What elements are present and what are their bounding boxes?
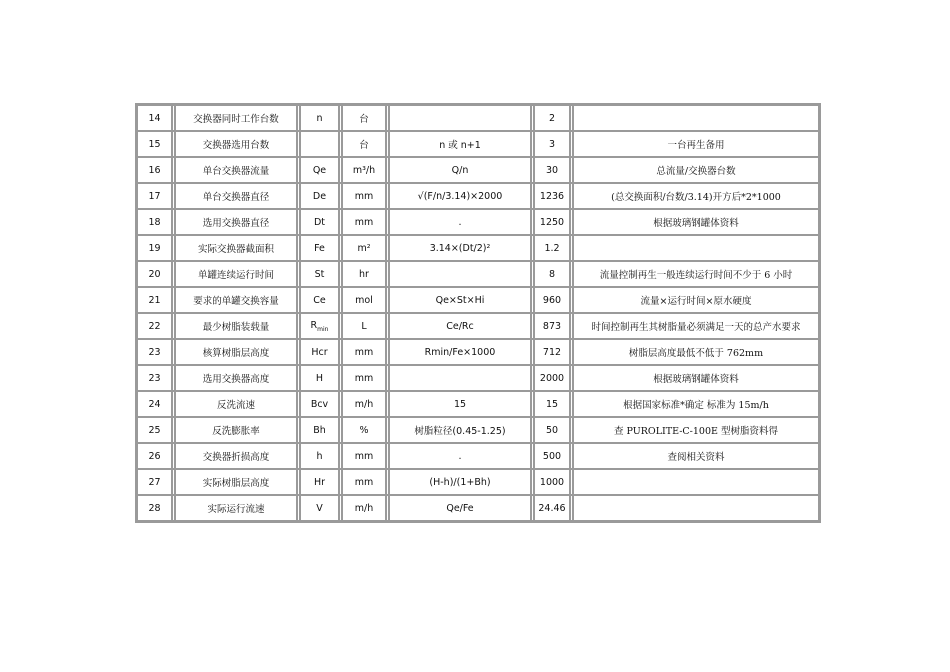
table-row	[137, 235, 819, 261]
symbol-cell: Hcr	[300, 339, 339, 365]
table-row	[137, 157, 819, 183]
row-number-cell: 16	[137, 157, 172, 183]
value-cell: 500	[534, 443, 570, 469]
row-number-cell: 20	[137, 261, 172, 287]
table-row	[137, 495, 819, 521]
symbol-cell: Qe	[300, 157, 339, 183]
item-name-cell: 实际树脂层高度	[175, 469, 297, 495]
unit-cell: mm	[342, 209, 386, 235]
value-cell: 2	[534, 105, 570, 131]
formula-cell: .	[389, 209, 531, 235]
unit-cell: m²	[342, 235, 386, 261]
value-cell: 1236	[534, 183, 570, 209]
symbol-cell: Fe	[300, 235, 339, 261]
note-cell: 总流量/交换器台数	[573, 157, 819, 183]
formula-cell: Q/n	[389, 157, 531, 183]
table-row	[137, 131, 819, 157]
note-cell: 流量×运行时间×原水硬度	[573, 287, 819, 313]
unit-cell: mm	[342, 365, 386, 391]
unit-cell: mm	[342, 443, 386, 469]
symbol-cell: Ce	[300, 287, 339, 313]
table-row	[137, 261, 819, 287]
unit-cell: hr	[342, 261, 386, 287]
item-name-cell: 选用交换器高度	[175, 365, 297, 391]
row-number-cell: 15	[137, 131, 172, 157]
symbol-cell: Dt	[300, 209, 339, 235]
note-cell: 根据玻璃钢罐体资料	[573, 365, 819, 391]
table-row	[137, 287, 819, 313]
row-number-cell: 28	[137, 495, 172, 521]
symbol-cell: Bcv	[300, 391, 339, 417]
item-name-cell: 核算树脂层高度	[175, 339, 297, 365]
row-number-cell: 26	[137, 443, 172, 469]
row-number-cell: 23	[137, 339, 172, 365]
calculation-table	[135, 103, 821, 523]
unit-cell: 台	[342, 105, 386, 131]
value-cell: 960	[534, 287, 570, 313]
formula-cell: Ce/Rc	[389, 313, 531, 339]
formula-cell: 15	[389, 391, 531, 417]
formula-cell: √(F/n/3.14)×2000	[389, 183, 531, 209]
note-cell: (总交换面积/台数/3.14)开方后*2*1000	[573, 183, 819, 209]
row-number-cell: 22	[137, 313, 172, 339]
item-name-cell: 单罐连续运行时间	[175, 261, 297, 287]
note-cell: 流量控制再生一般连续运行时间不少于 6 小时	[573, 261, 819, 287]
row-number-cell: 18	[137, 209, 172, 235]
formula-cell	[389, 261, 531, 287]
symbol-text: R	[310, 319, 318, 331]
item-name-cell: 单台交换器直径	[175, 183, 297, 209]
value-cell: 15	[534, 391, 570, 417]
unit-cell: mol	[342, 287, 386, 313]
note-cell: 查 PUROLITE-C-100E 型树脂资料得	[573, 417, 819, 443]
item-name-cell: 最少树脂装载量	[175, 313, 297, 339]
row-number-cell: 17	[137, 183, 172, 209]
note-cell	[573, 469, 819, 495]
formula-cell: n 或 n+1	[389, 131, 531, 157]
formula-cell: (H-h)/(1+Bh)	[389, 469, 531, 495]
value-cell: 50	[534, 417, 570, 443]
note-cell: 查阅相关资料	[573, 443, 819, 469]
table-row	[137, 313, 819, 339]
table-row	[137, 339, 819, 365]
formula-cell: Rmin/Fe×1000	[389, 339, 531, 365]
symbol-cell: H	[300, 365, 339, 391]
item-name-cell: 要求的单罐交换容量	[175, 287, 297, 313]
row-number-cell: 21	[137, 287, 172, 313]
item-name-cell: 选用交换器直径	[175, 209, 297, 235]
symbol-subscript: min	[317, 325, 329, 333]
row-number-cell: 24	[137, 391, 172, 417]
unit-cell: 台	[342, 131, 386, 157]
unit-cell: m/h	[342, 495, 386, 521]
unit-cell: mm	[342, 469, 386, 495]
symbol-cell	[300, 313, 339, 339]
note-cell: 时间控制再生其树脂量必须满足一天的总产水要求	[573, 313, 819, 339]
table-row	[137, 469, 819, 495]
table-row	[137, 209, 819, 235]
item-name-cell: 交换器同时工作台数	[175, 105, 297, 131]
row-number-cell: 19	[137, 235, 172, 261]
symbol-cell: h	[300, 443, 339, 469]
formula-cell	[389, 105, 531, 131]
note-cell: 根据国家标准*确定 标准为 15m/h	[573, 391, 819, 417]
symbol-cell: V	[300, 495, 339, 521]
formula-cell: 3.14×(Dt/2)²	[389, 235, 531, 261]
symbol-cell	[300, 131, 339, 157]
formula-cell: Qe×St×Hi	[389, 287, 531, 313]
formula-cell	[389, 365, 531, 391]
formula-cell: 树脂粒径(0.45-1.25)	[389, 417, 531, 443]
row-number-cell: 14	[137, 105, 172, 131]
row-number-cell: 27	[137, 469, 172, 495]
value-cell: 1000	[534, 469, 570, 495]
symbol-cell: Bh	[300, 417, 339, 443]
symbol-cell: De	[300, 183, 339, 209]
symbol-cell: St	[300, 261, 339, 287]
table-row	[137, 443, 819, 469]
item-name-cell: 交换器选用台数	[175, 131, 297, 157]
table-row	[137, 365, 819, 391]
note-cell	[573, 235, 819, 261]
symbol-cell: Hr	[300, 469, 339, 495]
unit-cell: %	[342, 417, 386, 443]
unit-cell: mm	[342, 339, 386, 365]
symbol-cell: n	[300, 105, 339, 131]
value-cell: 1250	[534, 209, 570, 235]
item-name-cell: 交换器折损高度	[175, 443, 297, 469]
value-cell: 30	[534, 157, 570, 183]
value-cell: 3	[534, 131, 570, 157]
note-cell: 树脂层高度最低不低于 762mm	[573, 339, 819, 365]
item-name-cell: 实际交换器截面积	[175, 235, 297, 261]
formula-cell: .	[389, 443, 531, 469]
table-row	[137, 417, 819, 443]
value-cell: 712	[534, 339, 570, 365]
note-cell: 一台再生备用	[573, 131, 819, 157]
item-name-cell: 单台交换器流量	[175, 157, 297, 183]
unit-cell: mm	[342, 183, 386, 209]
table-body	[137, 105, 819, 521]
unit-cell: m/h	[342, 391, 386, 417]
unit-cell: L	[342, 313, 386, 339]
item-name-cell: 实际运行流速	[175, 495, 297, 521]
value-cell: 1.2	[534, 235, 570, 261]
row-number-cell: 23	[137, 365, 172, 391]
note-cell: 根据玻璃钢罐体资料	[573, 209, 819, 235]
formula-cell: Qe/Fe	[389, 495, 531, 521]
value-cell: 873	[534, 313, 570, 339]
table-row	[137, 183, 819, 209]
value-cell: 8	[534, 261, 570, 287]
unit-cell: m³/h	[342, 157, 386, 183]
table-row	[137, 391, 819, 417]
table-row	[137, 105, 819, 131]
value-cell: 24.46	[534, 495, 570, 521]
row-number-cell: 25	[137, 417, 172, 443]
value-cell: 2000	[534, 365, 570, 391]
note-cell	[573, 495, 819, 521]
item-name-cell: 反洗膨胀率	[175, 417, 297, 443]
item-name-cell: 反洗流速	[175, 391, 297, 417]
note-cell	[573, 105, 819, 131]
